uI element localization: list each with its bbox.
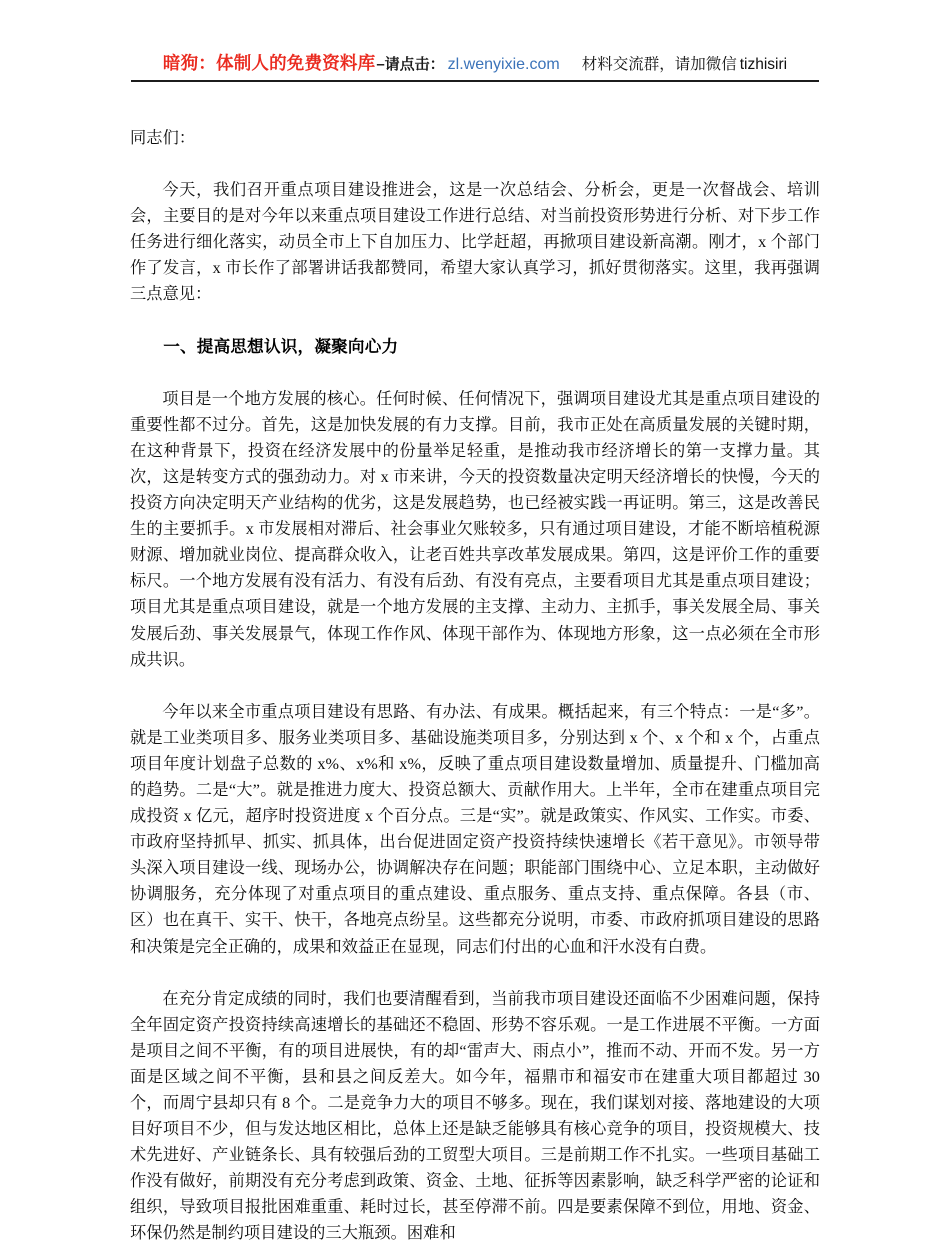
promo-banner-click-label: 请点击：	[384, 55, 445, 73]
spacer	[130, 960, 820, 986]
spacer	[130, 151, 820, 177]
paragraph-3: 今年以来全市重点项目建设有思路、有办法、有成果。概括起来，有三个特点：一是“多”。就是工业类项目多、服务业类项目多、基础设施类项目多，分别达到 x 个、x 个和 x 个，占重点项目年度计划盘子总数的 x%、x%和 x%，反映了重点项目建设数量增加、质量提升、门槛加高的趋势。二是“大”。就是推进力度大、投资总额大、贡献作用大。上半年，全市在建重点项目完成投资 x 亿元，超序时投资进度 x 个百分点。三是“实”。就是政策实、作风实、工作实。市委、市政府坚持抓早、抓实、抓具体，出台促进固定资产投资持续快速增长《若干意见》。市领导带头深入项目建设一线、现场办公，协调解决存在问题；职能部门围绕中心、立足本职，主动做好协调服务，充分体现了对重点项目的重点建设、重点服务、重点支持、重点保障。各县（市、区）也在真干、实干、快干，各地亮点纷呈。这些都充分说明，市委、市政府抓项目建设的思路和决策是完全正确的，成果和效益正在显现，同志们付出的心血和汗水没有白费。	[130, 702, 820, 956]
spacer	[130, 673, 820, 699]
header-divider-rule	[131, 80, 819, 82]
spacer	[130, 360, 820, 386]
promo-banner	[130, 44, 820, 80]
promo-banner-wechat-label: 材料交流群，请加微信	[581, 55, 737, 73]
document-body	[130, 125, 820, 1247]
paragraph-4: 在充分肯定成绩的同时，我们也要清醒看到，当前我市项目建设还面临不少困难问题，保持全年固定资产投资持续高速增长的基础还不稳固、形势不容乐观。一是工作进展不平衡。一方面是项目之间不平衡，有的项目进展快，有的却“雷声大、雨点小”，推而不动、开而不发。另一方面是区域之间不平衡，县和县之间反差大。如今年，福鼎市和福安市在建重大项目都超过 30 个，而周宁县却只有 8 个。二是竞争力大的项目不够多。现在，我们谋划对接、落地建设的大项目好项目不少，但与发达地区相比，总体上还是缺乏能够具有核心竞争的项目，投资规模大、技术先进好、产业链条长、具有较强后劲的工贸型大项目。三是前期工作不扎实。一些项目基础工作没有做好，前期没有充分考虑到政策、资金、土地、征拆等因素影响，缺乏科学严密的论证和组织，导致项目报批困难重重、耗时过长，甚至停滞不前。四是要素保障不到位，用地、资金、环保仍然是制约项目建设的三大瓶颈。困难和	[130, 989, 820, 1243]
promo-banner-link[interactable]: zl.wenyixie.com	[447, 55, 560, 73]
promo-banner-wechat-id: tizhisiri	[739, 55, 788, 73]
promo-banner-dash: –	[376, 55, 385, 73]
promo-banner-title: 暗狗：体制人的免费资料库	[162, 52, 376, 73]
salutation-line: 同志们：	[130, 129, 196, 147]
section-heading-1: 一、提高思想认识，凝聚向心力	[163, 336, 399, 356]
paragraph-1: 今天，我们召开重点项目建设推进会，这是一次总结会、分析会，更是一次督战会、培训会，主要目的是对今年以来重点项目建设工作进行总结、对当前投资形势进行分析、对下步工作任务进行细化落实，动员全市上下自加压力、比学赶超，再掀项目建设新高潮。刚才，x 个部门作了发言，x 市长作了部署讲话我都赞同，希望大家认真学习，抓好贯彻落实。这里，我再强调三点意见：	[130, 181, 820, 304]
spacer	[130, 308, 820, 334]
promo-banner-content	[163, 50, 787, 75]
paragraph-2: 项目是一个地方发展的核心。任何时候、任何情况下，强调项目建设尤其是重点项目建设的重要性都不过分。首先，这是加快发展的有力支撑。目前，我市正处在高质量发展的关键时期，在这种背景下，投资在经济发展中的份量举足轻重，是推动我市经济增长的第一支撑力量。其次，这是转变方式的强劲动力。对 x 市来讲，今天的投资数量决定明天经济增长的快慢，今天的投资方向决定明天产业结构的优劣，这是发展趋势，也已经被实践一再证明。第三，这是改善民生的主要抓手。x 市发展相对滞后、社会事业欠账较多，只有通过项目建设，才能不断培植税源财源、增加就业岗位、提高群众收入，让老百姓共享改革发展成果。第四，这是评价工作的重要标尺。一个地方发展有没有活力、有没有后劲、有没有亮点，主要看项目尤其是重点项目建设；项目尤其是重点项目建设，就是一个地方发展的主支撑、主动力、主抓手，事关发展全局、事关发展后劲、事关发展景气，体现工作作风、体现干部作为、体现地方形象，这一点必须在全市形成共识。	[130, 389, 820, 669]
